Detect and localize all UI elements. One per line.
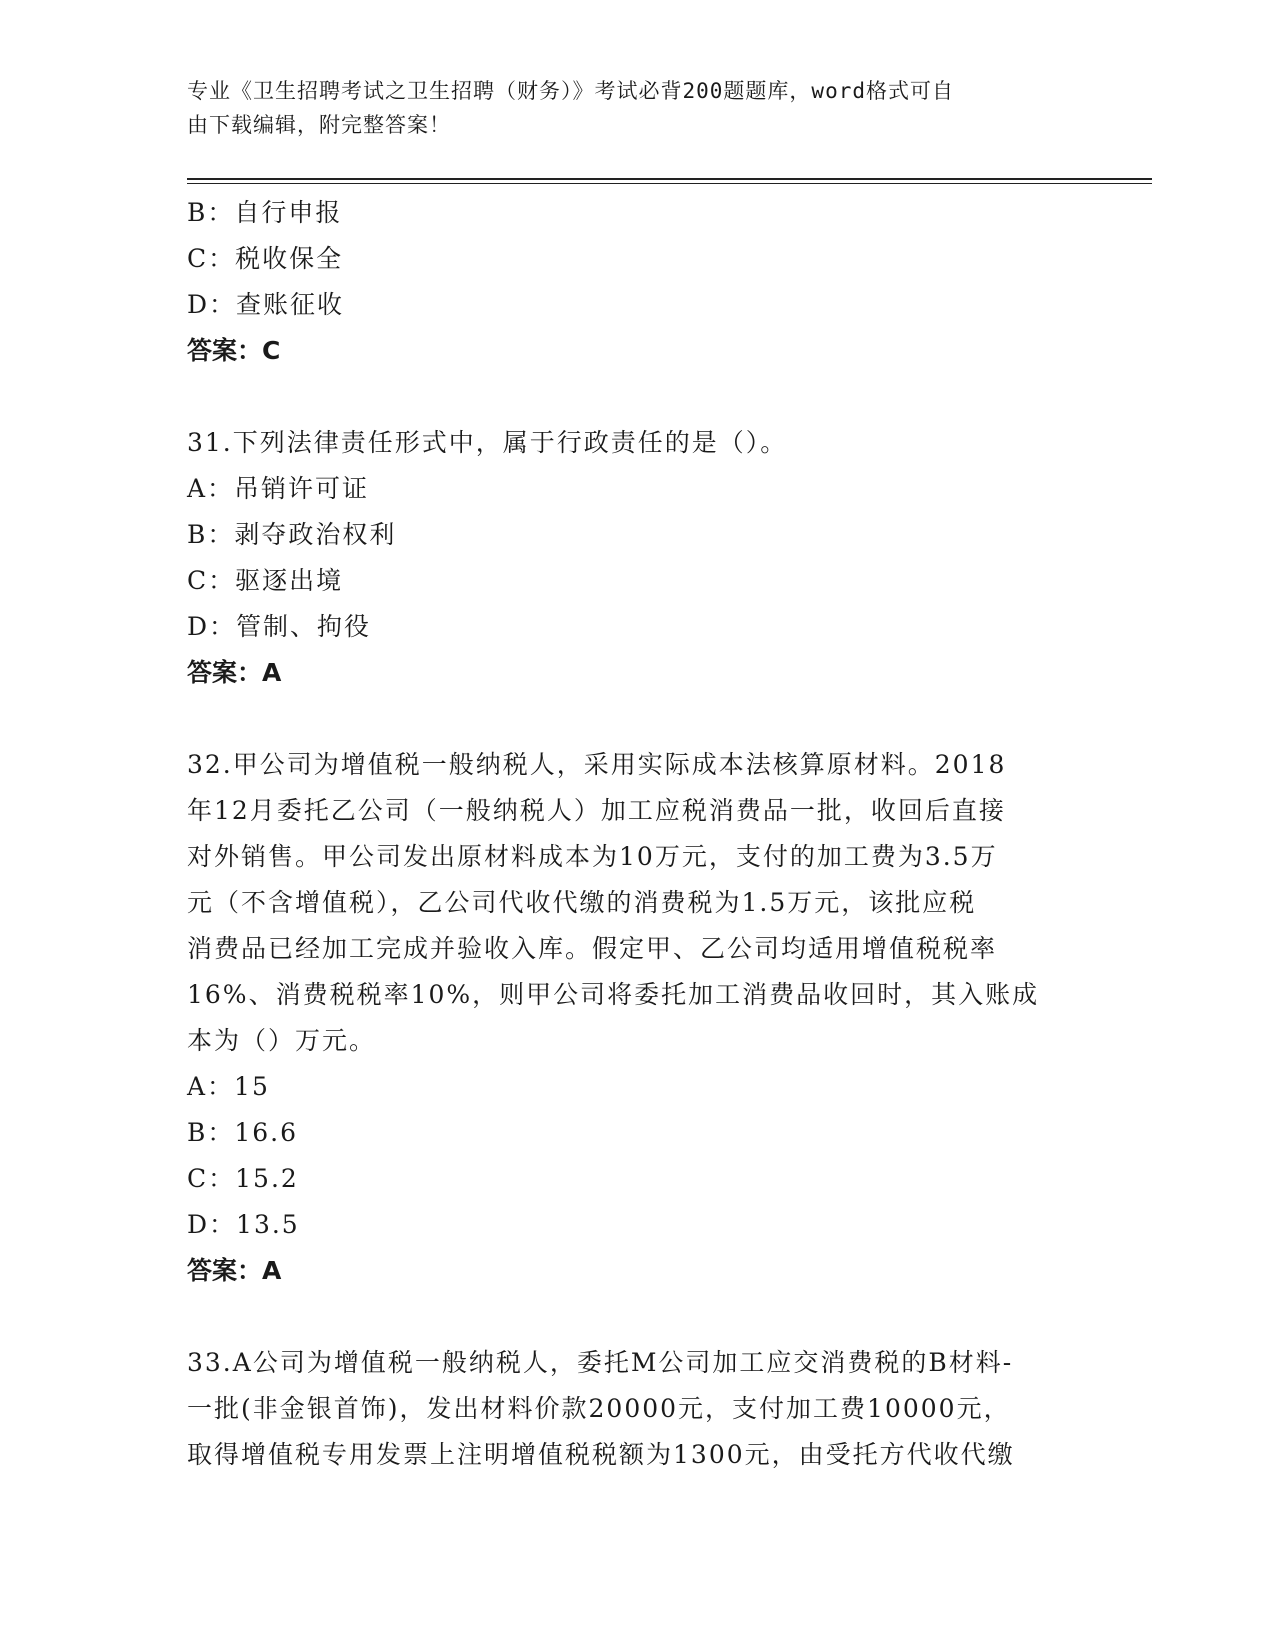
question-stem-line: 消费品已经加工完成并验收入库。假定甲、乙公司均适用增值税税率 bbox=[187, 934, 998, 963]
document-body bbox=[187, 190, 1087, 1478]
question-31 bbox=[187, 420, 1087, 696]
option-d: D：管制、拘役 bbox=[187, 612, 372, 641]
question-stem-line: 年12月委托乙公司（一般纳税人）加工应税消费品一批，收回后直接 bbox=[187, 796, 1006, 825]
question-stem-line: 本为（）万元。 bbox=[187, 1026, 377, 1055]
answer-line: 答案：A bbox=[187, 658, 282, 687]
option-b: B：16.6 bbox=[187, 1118, 299, 1147]
option-c: C：15.2 bbox=[187, 1164, 299, 1193]
option-d: D：查账征收 bbox=[187, 290, 345, 319]
question-33 bbox=[187, 1340, 1087, 1478]
question-stem-line: 一批(非金银首饰)，发出材料价款20000元，支付加工费10000元， bbox=[187, 1394, 1011, 1423]
option-c: C：驱逐出境 bbox=[187, 566, 344, 595]
option-a: A：15 bbox=[187, 1072, 270, 1101]
question-32 bbox=[187, 742, 1087, 1294]
option-c: C：税收保全 bbox=[187, 244, 344, 273]
header-divider-thick bbox=[187, 178, 1152, 180]
question-stem-line: 32.甲公司为增值税一般纳税人，采用实际成本法核算原材料。2018 bbox=[187, 750, 1007, 779]
question-stem-line: 16%、消费税税率10%，则甲公司将委托加工消费品收回时，其入账成 bbox=[187, 980, 1040, 1009]
option-b: B：剥夺政治权利 bbox=[187, 520, 397, 549]
question-stem-line: 取得增值税专用发票上注明增值税税额为1300元，由受托方代收代缴 bbox=[187, 1440, 1015, 1469]
header-line-2: 由下载编辑，附完整答案！ bbox=[187, 113, 451, 137]
answer-line: 答案：C bbox=[187, 336, 281, 365]
answer-line: 答案：A bbox=[187, 1256, 282, 1285]
option-a: A：吊销许可证 bbox=[187, 474, 370, 503]
prev-question bbox=[187, 190, 1087, 374]
header-line-1: 专业《卫生招聘考试之卫生招聘（财务）》考试必背200题题库，word格式可自 bbox=[187, 79, 954, 103]
option-d: D：13.5 bbox=[187, 1210, 300, 1239]
question-stem-line: 对外销售。甲公司发出原材料成本为10万元，支付的加工费为3.5万 bbox=[187, 842, 998, 871]
question-stem: 31.下列法律责任形式中，属于行政责任的是（）。 bbox=[187, 428, 788, 457]
question-stem-line: 33.A公司为增值税一般纳税人，委托M公司加工应交消费税的B材料- bbox=[187, 1348, 1014, 1377]
question-stem-line: 元（不含增值税），乙公司代收代缴的消费税为1.5万元，该批应税 bbox=[187, 888, 977, 917]
document-header bbox=[187, 74, 1087, 142]
header-divider-thin bbox=[187, 183, 1152, 184]
option-b: B：自行申报 bbox=[187, 198, 343, 227]
